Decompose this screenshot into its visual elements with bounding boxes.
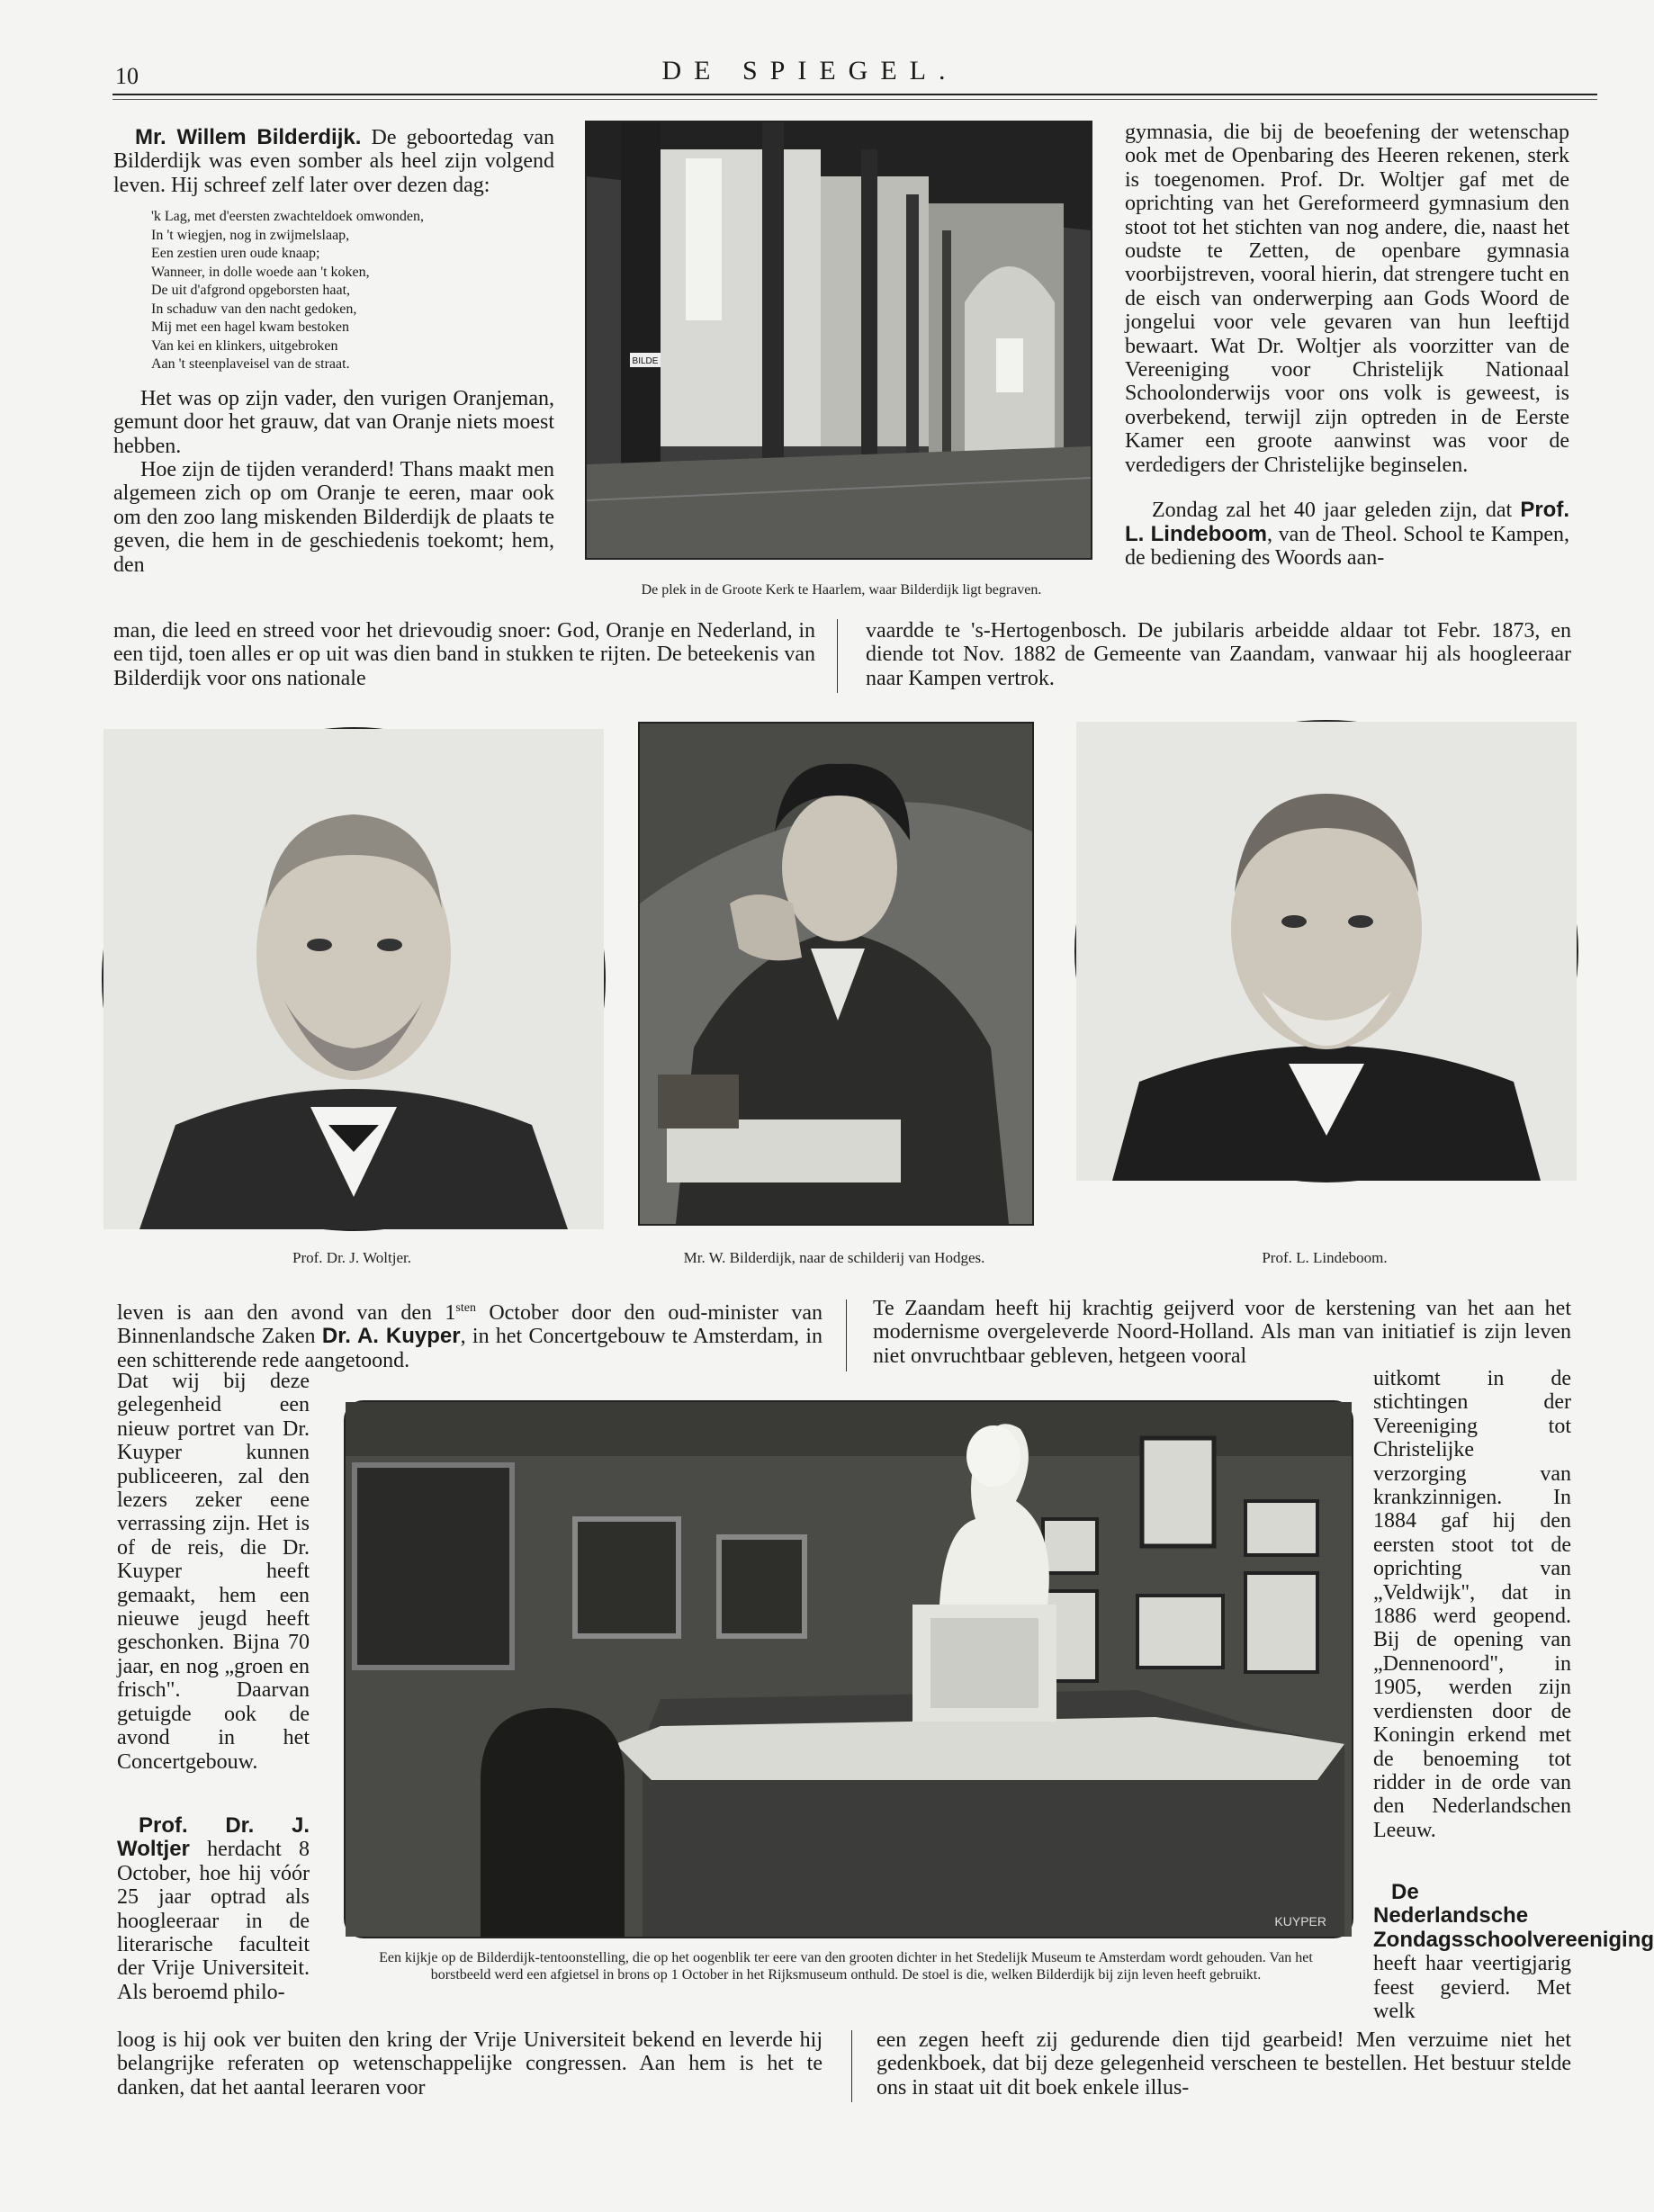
zondagsschool-continuation: een zegen heeft zij gedurende dien tijd gearbeid! Men verzuime niet het gedenkboek, dat bij deze gelegenheid verscheen te bestellen. Het bestuur stelde ons in staat uit dit boek enkele illus- bbox=[876, 2028, 1571, 2100]
poem-line: In 't wiegjen, nog in zwijmelslaap, bbox=[151, 227, 350, 243]
woltjer-caption: Prof. Dr. J. Woltjer. bbox=[292, 1249, 411, 1266]
woltjer-jubilee-paragraph: Prof. Dr. J. Woltjer herdacht 8 October, hoe hij vóór 25 jaar optrad als hoogleeraar in de literarische faculteit der Vrije Universiteit. Als beroemd philo- bbox=[117, 1813, 310, 2004]
column-divider-bottom bbox=[851, 2030, 852, 2102]
column-divider-top bbox=[837, 619, 838, 693]
woltjer-continuation-bottom: loog is hij ook ver buiten den kring der Vrije Universiteit bekend en leverde hij belangrijke referaten op wetenschappelijke congressen. Aan hem is het te danken, dat het aantal leeraren voor bbox=[117, 2028, 823, 2100]
lindeboom-heading: Prof. L. Lindeboom bbox=[1125, 498, 1569, 546]
bilderdijk-article-top bbox=[113, 126, 554, 577]
church-photo bbox=[585, 121, 1092, 560]
kuyper-paragraph: leven is aan den avond van den $1^{sten}$ October door den oud-minister van Binnenlandsche Zaken Dr. A. Kuyper, in het Concertgebouw te Amsterdam, in een schitterende rede aangetoond. bbox=[117, 1301, 823, 1372]
zondagsschool-paragraph: De Nederlandsche Zondagsschoolvereeniging heeft haar veertigjarig feest gevierd. Met welk bbox=[1373, 1880, 1654, 2024]
zondagsschool-heading: De Nederlandsche Zondagsschoolvereeniging bbox=[1373, 1880, 1654, 1952]
church-sign-label: BILDE bbox=[632, 356, 659, 366]
woltjer-right-column bbox=[1125, 121, 1569, 570]
poem-line: Aan 't steenplaveisel van de straat. bbox=[151, 356, 350, 373]
lindeboom-intro: Zondag zal het 40 jaar geleden zijn, dat Prof. L. Lindeboom, van de Theol. School te Kampen, de bediening des Woords aan- bbox=[1125, 498, 1569, 570]
poem-line: Mij met een hagel kwam bestoken bbox=[151, 319, 349, 336]
poem-line: De uit d'afgrond opgeborsten haat, bbox=[151, 283, 351, 299]
exhibition-photo bbox=[344, 1400, 1353, 1938]
exhibition-caption: Een kijkje op de Bilderdijk-tentoonstelling, die op het oogenblik ter eere van den grooten dichter in het Stedelijk Museum te Amsterdam wordt gehouden. Van het borstbeeld werd een afgietsel in brons op 1 October in het Rijksmuseum onthuld. De stoel is die, welken Bilderdijk bij zijn leven heeft gebruikt. bbox=[379, 1950, 1313, 1983]
bilderdijk-intro-text: De geboortedag van Bilderdijk was even somber als heel zijn volgend leven. Hij schreef zelf later over dezen dag: bbox=[113, 126, 555, 197]
poem-line: In schaduw van den nacht gedoken, bbox=[151, 301, 357, 317]
bilderdijk-poem bbox=[113, 208, 554, 374]
column-divider-middle bbox=[846, 1299, 847, 1371]
lindeboom-continuation: vaardde te 's-Hertogenbosch. De jubilaris arbeidde aldaar tot Febr. 1873, en diende tot Nov. 1882 de Gemeente van Zaandam, vanwaar hij als hoogleeraar naar Kampen vertrok. bbox=[866, 619, 1571, 690]
poem-line: Een zestien uren oude knaap; bbox=[151, 246, 320, 262]
poem-line: Van kei en klinkers, uitgebroken bbox=[151, 337, 338, 354]
bilderdijk-paragraph-1: Het was op zijn vader, den vurigen Oranjeman, gemunt door het grauw, dat van Oranje niets moest hebben. bbox=[113, 386, 554, 458]
woltjer-heading: Prof. Dr. J. Woltjer bbox=[117, 1813, 310, 1862]
page-number: 10 bbox=[115, 63, 139, 89]
lindeboom-paragraph-1: , van de Theol. School te Kampen, de bediening des Woords aan- bbox=[1125, 522, 1569, 570]
bilderdijk-intro-paragraph bbox=[113, 126, 554, 197]
kuyper-portrait-paragraph: Dat wij bij deze gelegenheid een nieuw portret van Dr. Kuyper kunnen publiceeren, zal den lezers zeker eene verrassing zijn. Het is of de reis, die Dr. Kuyper heeft gemaakt, hem een nieuwe jeugd heeft geschonken. Bijna 70 jaar, en nog „groen en frisch". Daarvan getuigde ook de avond in het Concertgebouw. bbox=[117, 1370, 310, 1774]
woltjer-continuation: gymnasia, die bij de beoefening der wetenschap ook met de Openbaring des Heeren rekenen, sterk is toegenomen. Prof. Dr. Woltjer gaf met de oprichting van het Gereformeerd gymnasium den stoot tot het stichten van nog andere, die, naast het oudste te Zetten, de openbare gymnasia voorbijstreven, vooral hierin, dat strengere tucht en de eisch van onderwerping aan Gods Woord de jongelui voor vele gevaren van hun leeftijd bewaart. Wat Dr. Woltjer als voorzitter van de Vereeniging voor Christelijk Nationaal Schoolonderwijs voor ons volk is geweest, is overbekend, terwijl zijn optreden in de Eerste Kamer een groote aanwinst was voor de verdedigers der Christelijke beginselen. bbox=[1125, 121, 1569, 477]
poem-line: 'k Lag, met d'eersten zwachteldoek omwonden, bbox=[151, 209, 424, 225]
church-caption: De plek in de Groote Kerk te Haarlem, waar Bilderdijk ligt begraven. bbox=[641, 582, 1042, 598]
woltjer-portrait bbox=[102, 727, 606, 1231]
bilderdijk-heading: Mr. Willem Bilderdijk. bbox=[135, 125, 362, 149]
bilderdijk-continuation: man, die leed en streed voor het drievoudig snoer: God, Oranje en Nederland, in een tijd, toen alles er op uit was dien band in stukken te rijten. De beteekenis van Bilderdijk voor ons nationale bbox=[113, 619, 815, 690]
lindeboom-zaandam-top: Te Zaandam heeft hij krachtig geijverd voor de kerstening van het aan het modernisme overgeleverde Noord-Holland. Als man van initiatief is zijn leven niet onvruchtbaar gebleven, hetgeen vooral bbox=[873, 1297, 1571, 1368]
bilderdijk-portrait bbox=[638, 722, 1034, 1226]
lindeboom-zaandam-side: uitkomt in de stichtingen der Vereeniging tot Christelijke verzorging van krankzinnigen. In 1884 gaf hij den eersten stoot tot de oprichting van „Veldwijk", dat in 1886 werd geopend. Bij de opening van „Dennenoord", in 1905, werden zijn verdiensten door de Koningin erkend met de benoeming tot ridder in de orde van den Nederlandschen Leeuw. bbox=[1373, 1367, 1571, 1842]
header-rule-thin bbox=[112, 99, 1597, 100]
bilderdijk-paragraph-2: Hoe zijn de tijden veranderd! Thans maakt men algemeen zich op om Oranje te eeren, maar ook om den zoo lang miskenden Bilderdijk de plaats te geven, die hem in de geschiedenis toekomt; hem, den bbox=[113, 457, 554, 577]
kuyper-name: Dr. A. Kuyper bbox=[321, 1324, 461, 1349]
header-rule bbox=[112, 94, 1597, 95]
lindeboom-caption: Prof. L. Lindeboom. bbox=[1262, 1249, 1388, 1266]
bilderdijk-caption: Mr. W. Bilderdijk, naar de schilderij van Hodges. bbox=[683, 1249, 985, 1266]
poem-line: Wanneer, in dolle woede aan 't koken, bbox=[151, 264, 370, 280]
masthead-title: DE SPIEGEL. bbox=[661, 56, 958, 85]
lindeboom-portrait bbox=[1074, 720, 1578, 1182]
photographer-signature: KUYPER bbox=[1274, 1914, 1326, 1929]
